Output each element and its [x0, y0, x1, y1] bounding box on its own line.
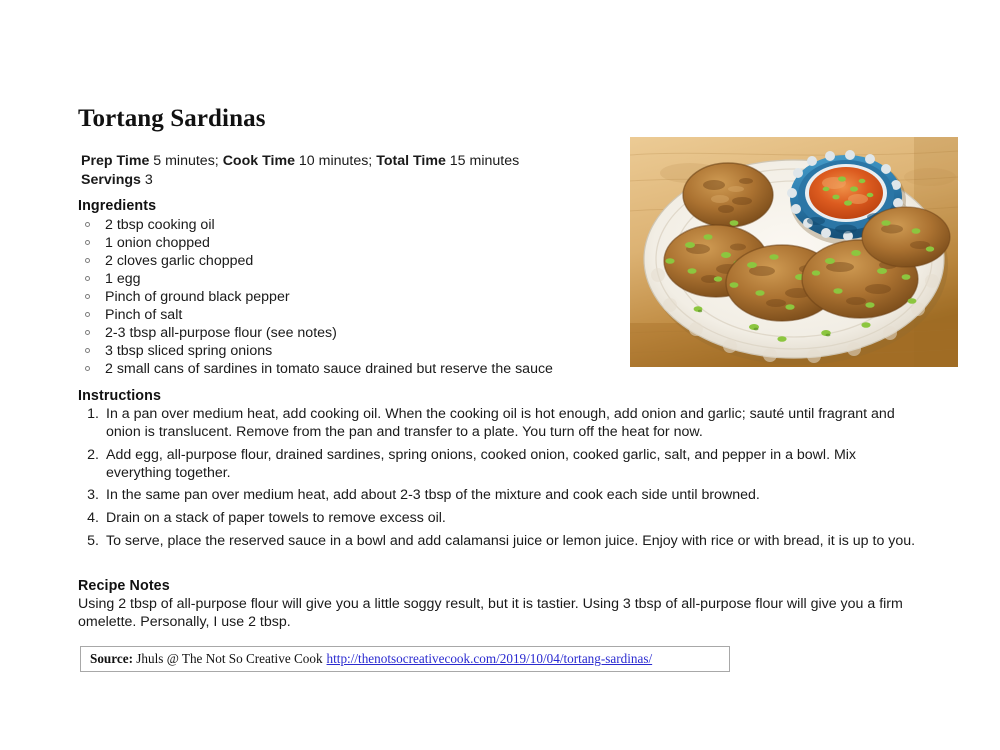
bullet-icon [85, 222, 90, 227]
instruction-text: To serve, place the reserved sauce in a bowl and add calamansi juice or lemon juice. Enjoy with rice or with bread, it is up to you. [106, 532, 916, 549]
ingredient-item [78, 306, 623, 324]
ingredient-item [78, 234, 623, 252]
instruction-step [78, 405, 923, 441]
ingredient-text: 2-3 tbsp all-purpose flour (see notes) [105, 325, 337, 342]
ingredient-text: 1 egg [105, 271, 141, 288]
source-label: Source: [90, 651, 133, 666]
source-attribution [90, 651, 323, 667]
source-author: Jhuls @ The Not So Creative Cook [132, 651, 323, 666]
instruction-step [78, 446, 923, 482]
instruction-number: 5. [87, 532, 99, 549]
ingredient-item [78, 288, 623, 306]
instruction-number: 4. [87, 509, 99, 526]
ingredient-text: Pinch of ground black pepper [105, 289, 290, 306]
photo-illustration [630, 137, 958, 367]
bullet-icon [85, 312, 90, 317]
tortang-sardinas-photo [630, 137, 958, 367]
prep-time-label: Prep Time [81, 153, 150, 169]
recipe-meta [81, 152, 621, 189]
total-time-label: Total Time [376, 153, 446, 169]
cook-time-label: Cook Time [222, 153, 295, 169]
total-time-value: 15 minutes [445, 153, 520, 169]
ingredient-text: Pinch of salt [105, 307, 183, 324]
source-url-link[interactable]: http://thenotsocreativecook.com/2019/10/04/tortang-sardinas/ [326, 651, 653, 666]
ingredient-text: 2 tbsp cooking oil [105, 217, 215, 233]
ingredient-item [78, 360, 623, 378]
bullet-icon [85, 348, 90, 353]
instruction-number: 3. [87, 487, 99, 504]
instruction-step [78, 509, 923, 527]
ingredients-list [78, 216, 623, 378]
servings-label: Servings [81, 171, 141, 188]
instruction-text: In a pan over medium heat, add cooking oil. When the cooking oil is hot enough, add onion and garlic; sauté until fragrant and onion is translucent. Remove from the pan and transfer to a plate. You turn off the heat for now. [106, 406, 895, 441]
bullet-icon [85, 258, 90, 263]
bullet-icon [85, 294, 90, 299]
prep-time-value: 5 minutes; [149, 153, 223, 169]
servings-value: 3 [140, 171, 153, 188]
ingredient-text: 3 tbsp sliced spring onions [105, 343, 273, 360]
ingredient-item [78, 342, 623, 360]
bullet-icon [85, 366, 90, 371]
ingredient-text: 2 small cans of sardines in tomato sauce drained but reserve the sauce [105, 361, 553, 378]
bullet-icon [85, 330, 90, 335]
ingredient-item [78, 216, 623, 234]
source-box [80, 646, 730, 672]
ingredient-item [78, 324, 623, 342]
instruction-text: In the same pan over medium heat, add about 2-3 tbsp of the mixture and cook each side until browned. [106, 487, 760, 504]
ingredient-text: 1 onion chopped [105, 235, 210, 252]
recipe-notes-heading: Recipe Notes [78, 578, 170, 594]
ingredient-item [78, 252, 623, 270]
ingredients-section [78, 198, 623, 378]
recipe-servings-line [81, 171, 621, 190]
cook-time-value: 10 minutes; [294, 153, 377, 169]
ingredient-item [78, 270, 623, 288]
page-title: Tortang Sardinas [78, 105, 266, 132]
bullet-icon [85, 240, 90, 245]
instruction-number: 2. [87, 446, 99, 463]
recipe-notes-section [78, 578, 933, 631]
recipe-notes-body: Using 2 tbsp of all-purpose flour will give you a little soggy result, but it is tastier. Using 3 tbsp of all-purpose flour will give you a firm omelette. Personally, I use 2 tbsp. [78, 596, 903, 631]
instructions-list [78, 405, 923, 550]
instruction-step [78, 486, 923, 504]
ingredient-text: 2 cloves garlic chopped [105, 253, 254, 270]
instructions-section [78, 388, 923, 554]
instruction-text: Add egg, all-purpose flour, drained sardines, spring onions, cooked onion, cooked garlic, salt, and pepper in a bowl. Mix everything together. [106, 446, 857, 481]
recipe-times-line [81, 152, 621, 171]
bullet-icon [85, 276, 90, 281]
instruction-text: Drain on a stack of paper towels to remove excess oil. [106, 509, 446, 526]
instruction-number: 1. [87, 406, 99, 422]
ingredients-heading: Ingredients [78, 198, 157, 214]
instruction-step [78, 532, 923, 550]
instructions-heading: Instructions [78, 388, 162, 404]
